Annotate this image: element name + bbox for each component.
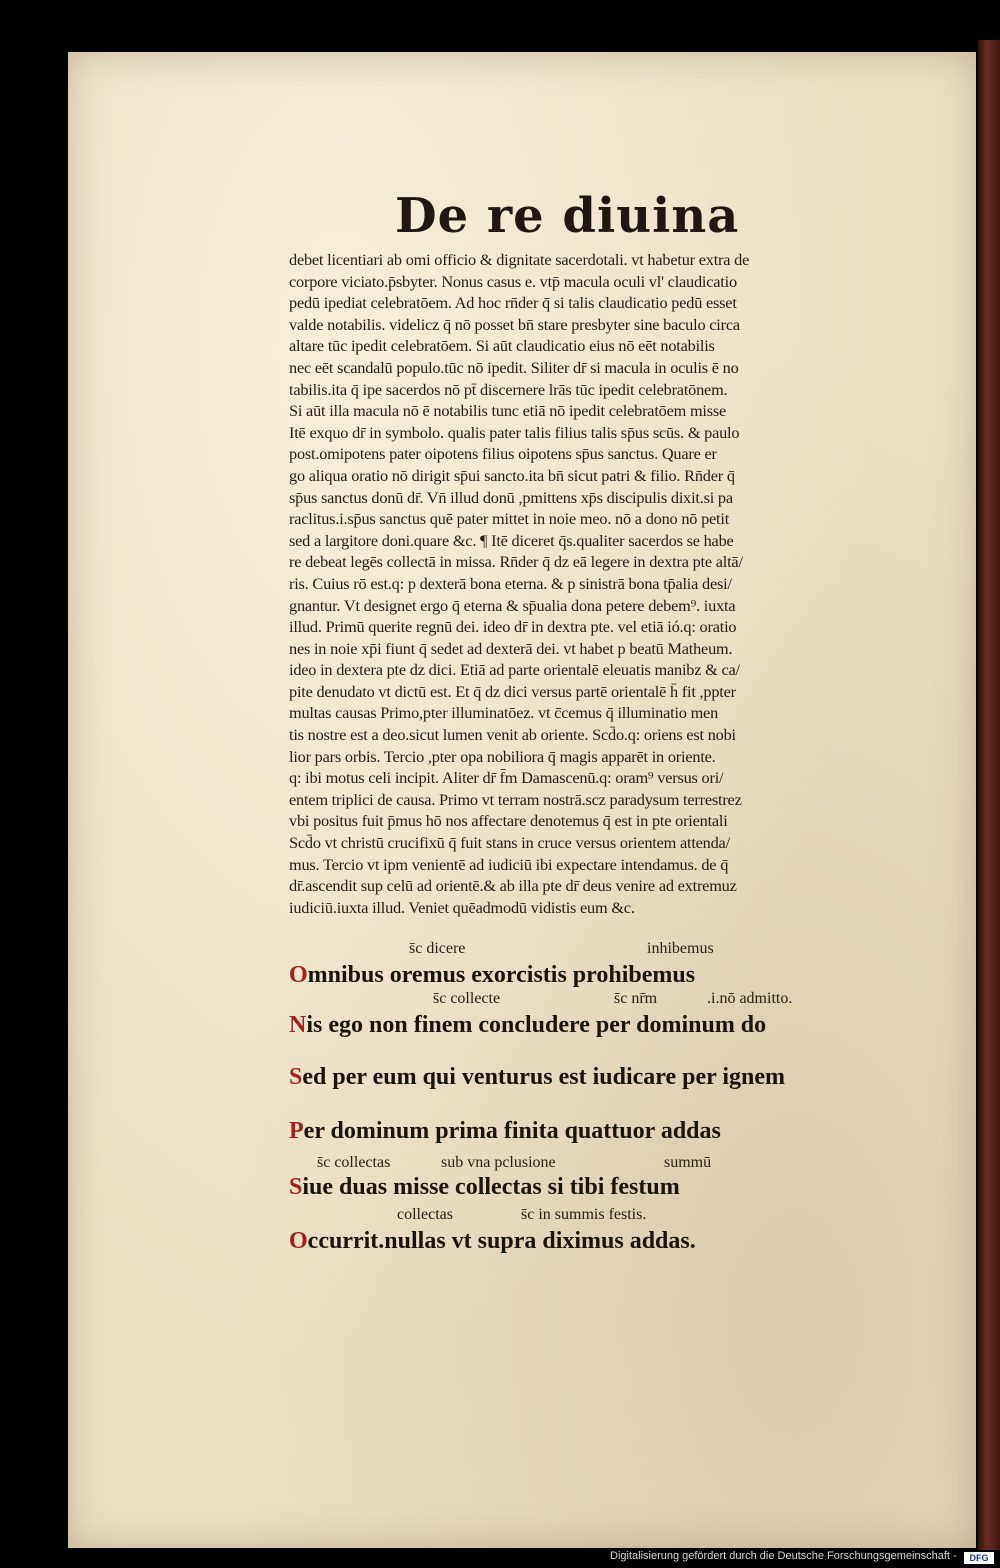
text-line: ris. Cuius rō est.q: p dexterā bona eterna. & p sinistrā bona tp̄alia desi/ — [289, 573, 732, 593]
text-line: multas causas Primo,pter illuminatōez. vt c̄cemus q̄ illuminatio men — [289, 703, 719, 723]
text-line: sed a largitore doni.quare &c. ¶ Itē diceret q̄s.qualiter sacerdos se habe — [289, 530, 734, 550]
verse-text: iue duas misse collectas si tibi festum — [302, 1174, 680, 1200]
verse-line — [289, 1228, 696, 1255]
text-line: gnantur. Vt designet ergo q̄ eterna & sp̄ualia dona petere debem⁹. iuxta — [289, 595, 736, 615]
verse-text: mnibus oremus exorcistis prohibemus — [307, 962, 696, 988]
rubricated-initial: P — [289, 1118, 304, 1144]
interlinear-gloss: s̄c collectas — [317, 1154, 391, 1171]
interlinear-gloss: s̄c in summis festis. — [521, 1206, 647, 1223]
text-line: entem triplici de causa. Primo vt terram nostrā.scz paradysum terrestrez — [289, 789, 742, 809]
running-head: De re diuina — [395, 188, 740, 244]
interlinear-gloss: s̄c collecte — [433, 990, 501, 1007]
text-line: Scd̄o vt christū crucifixū q̄ fuit stans in cruce versus orientem attenda/ — [289, 833, 730, 853]
text-line: corpore viciato.p̄sbyter. Nonus casus e. vtp̄ macula oculi vl' claudicatio — [289, 271, 737, 291]
digitization-credit: Digitalisierung gefördert durch die Deutsche Forschungsgemeinschaft - — [610, 1550, 957, 1562]
rubricated-initial: S — [289, 1064, 303, 1090]
text-line: ideo in dextera pte dz dici. Etiā ad parte orientalē eleuatis manibz & ca/ — [289, 660, 740, 680]
verse-line — [289, 1118, 721, 1145]
interlinear-gloss: s̄c nr̄m — [614, 990, 658, 1007]
verse-text: is ego non finem concludere per dominum do — [306, 1012, 767, 1038]
rubricated-initial: N — [289, 1012, 307, 1038]
text-line: Si aūt illa macula nō ē notabilis tunc etiā nō ipedit celebratōem misse — [289, 401, 727, 421]
text-line: tabilis.ita q̄ ipe sacerdos nō pt̄ discernere lrās tūc ipedit celebratōnem. — [289, 379, 728, 399]
text-line: q: ibi motus celi incipit. Aliter dr̄ f̄m Damascenū.q: oram⁹ versus ori/ — [289, 768, 724, 788]
text-line: pite denudato vt dictū est. Et q̄ dz dici versus partē orientalē h̄ fit ,ppter — [289, 681, 736, 701]
text-line: debet licentiari ab omi officio & dignitate sacerdotali. vt habetur extra de — [289, 250, 750, 269]
text-line: altare tūc ipedit celebratōem. Si aūt claudicatio eius nō eēt notabilis — [289, 336, 715, 356]
text-line: raclitus.i.sp̄us sanctus quē pater mittet in noie meo. nō a dono nō petit — [289, 509, 730, 529]
verse-text: ccurrit.nullas vt supra diximus addas. — [307, 1228, 696, 1254]
interlinear-gloss: inhibemus — [647, 940, 714, 957]
verse-line — [289, 1012, 766, 1039]
text-line: tis nostre est a deo.sicut lumen venit ab oriente. Scd̄o.q: oriens est nobi — [289, 725, 736, 745]
rubricated-initial: O — [289, 1228, 308, 1254]
verse-block — [289, 940, 929, 1270]
interlinear-gloss: s̄c dicere — [409, 940, 466, 957]
interlinear-gloss: sub vna pclusione — [441, 1154, 556, 1171]
interlinear-gloss: collectas — [397, 1206, 453, 1223]
book-edge — [978, 40, 1000, 1550]
text-line: dr̄.ascendit sup celū ad orientē.& ab illa pte dr̄ deus venire ad extremuz — [289, 876, 737, 896]
text-line: mus. Tercio vt ipm venientē ad iudiciū ibi expectare intendamus. de q̄ — [289, 854, 729, 874]
verse-line — [289, 1174, 680, 1201]
rubricated-initial: O — [289, 962, 308, 988]
text-line: pedū ipediat celebratōem. Ad hoc rn̄der q̄ si talis claudicatio pedū esset — [289, 293, 737, 313]
dfg-logo: DFG — [964, 1552, 994, 1564]
interlinear-gloss: .i.nō admitto. — [707, 990, 793, 1007]
body-text — [289, 249, 921, 918]
text-line: iudiciū.iuxta illud. Veniet quēadmodū vidistis eum &c. — [289, 897, 635, 917]
text-line: lior pars orbis. Tercio ,pter opa nobiliora q̄ magis apparēt in oriente. — [289, 746, 716, 766]
text-line: valde notabilis. videlicz q̄ nō posset bn̄ stare presbyter sine baculo circa — [289, 314, 740, 334]
text-line: sp̄us sanctus donū dr̄. Vn̄ illud donū ,pmittens xp̄s discipulis dixit.si pa — [289, 487, 733, 507]
text-line: nes in noie xp̄i fiunt q̄ sedet ad dexterā dei. vt habet p beatū Matheum. — [289, 638, 733, 658]
rubricated-initial: S — [289, 1174, 303, 1200]
verse-text: er dominum prima finita quattuor addas — [303, 1118, 721, 1144]
text-line: go aliqua oratio nō dirigit sp̄ui sancto.ita bn̄ sicut patri & filio. Rn̄der q̄ — [289, 465, 735, 485]
interlinear-gloss: summū — [664, 1154, 712, 1171]
text-line: re debeat legēs collectā in missa. Rn̄der q̄ dz eā legere in dextra pte altā/ — [289, 552, 743, 572]
text-line: Itē exquo dr̄ in symbolo. qualis pater talis filius talis sp̄us scūs. & paulo — [289, 422, 740, 442]
text-line: illud. Primū querite regnū dei. ideo dr̄ in dextra pte. vel etiā ió.q: oratio — [289, 617, 737, 637]
text-line: post.omipotens pater oipotens filius oipotens sp̄us sanctus. Quare er — [289, 444, 717, 464]
verse-line — [289, 962, 695, 989]
verse-text: ed per eum qui venturus est iudicare per ignem — [302, 1064, 786, 1090]
text-line: nec eēt scandalū populo.tūc nō ipedit. Siliter dr̄ si macula in oculis ē no — [289, 357, 739, 377]
text-line: vbi positus fuit p̄mus hō nos affectare denotemus q̄ est in pte orientali — [289, 811, 728, 831]
verse-line — [289, 1064, 785, 1091]
